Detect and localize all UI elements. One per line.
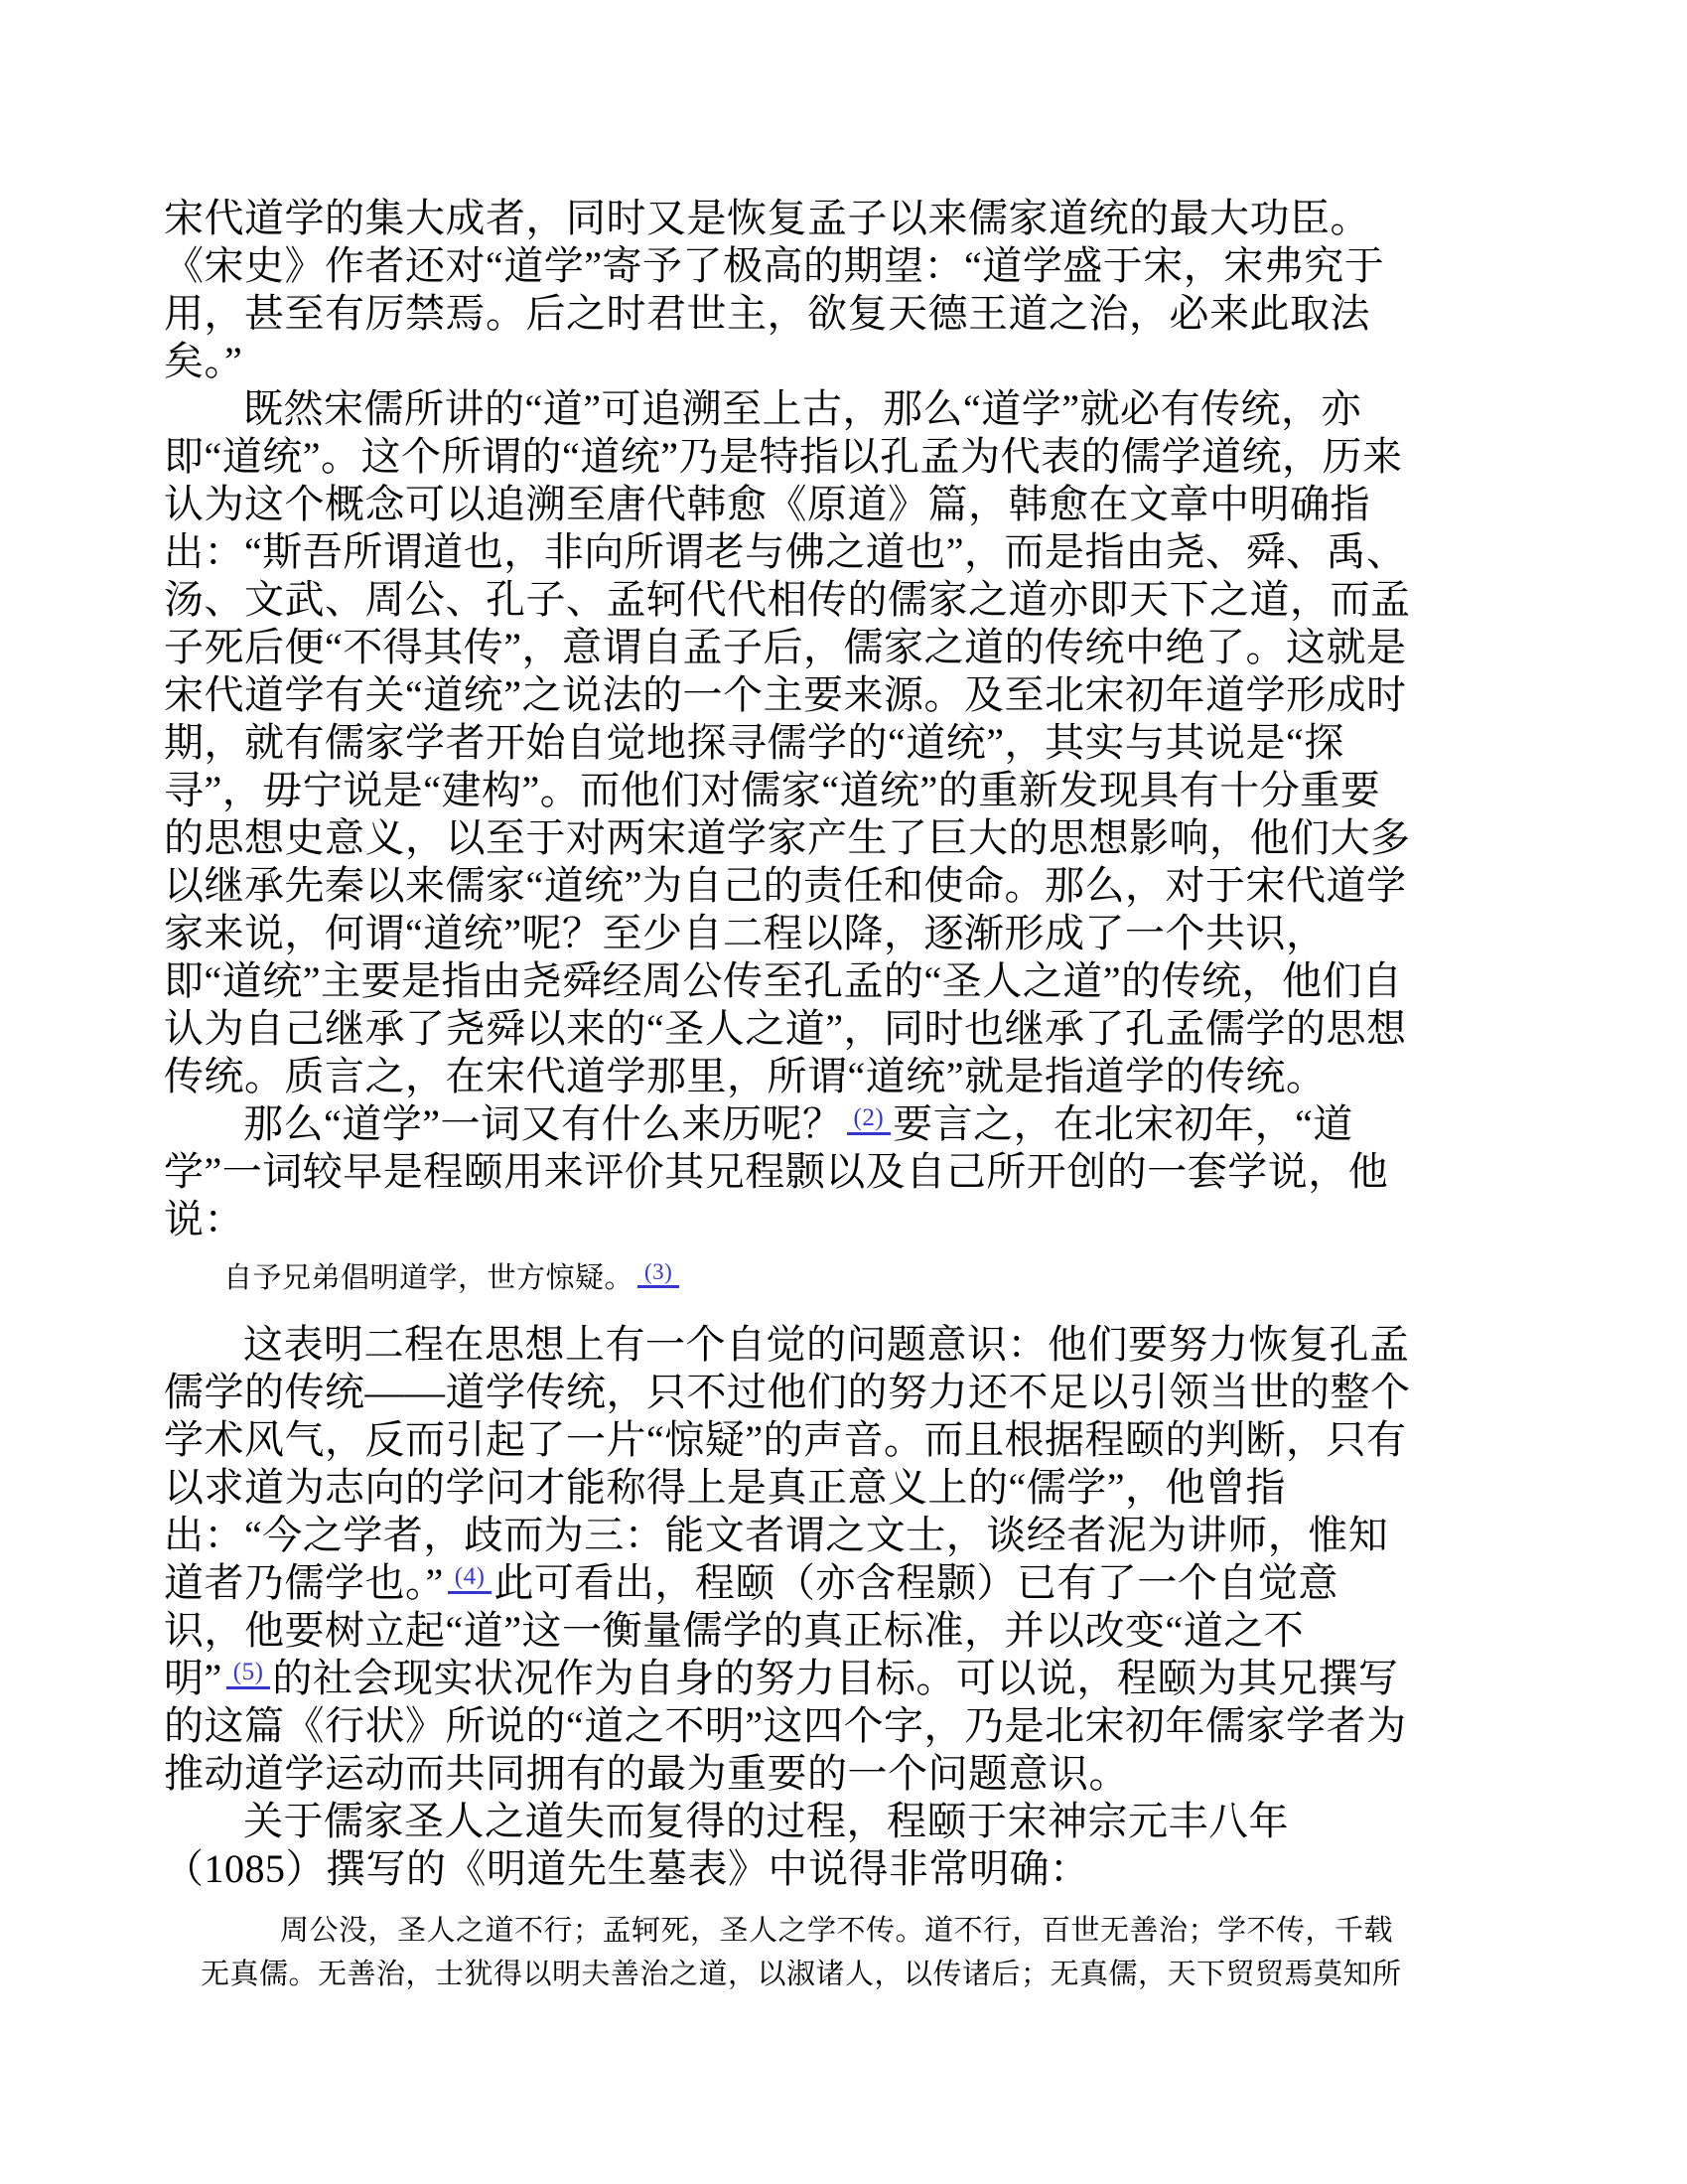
text-line: [164, 1005, 1550, 1053]
text-run: 的思想史意义，以至于对两宋道学家产生了巨大的思想影响，他们大多: [164, 815, 1411, 860]
paragraph-daoxue-term-origin: [164, 1100, 1550, 1243]
text-line: [164, 481, 1550, 528]
text-run: 认为这个概念可以追溯至唐代韩愈《原道》篇，韩愈在文章中明确指: [164, 482, 1370, 526]
text-line: [164, 1053, 1550, 1100]
text-run: 道者乃儒学也。”: [164, 1560, 444, 1605]
text-line: [164, 195, 1550, 242]
text-run: 以继承先秦以来儒家“道统”为自己的责任和使命。那么，对于宋代道学: [164, 863, 1407, 908]
blockquote-cheng-yi-saying: [164, 1257, 1550, 1299]
text-line: [164, 1369, 1550, 1416]
footnote-link-2[interactable]: (2): [847, 1104, 892, 1135]
text-line: [164, 385, 1550, 433]
text-line: [164, 338, 1550, 385]
text-run: 矣。”: [164, 339, 243, 383]
text-line: [164, 719, 1550, 767]
text-run: 儒学的传统——道学传统，只不过他们的努力还不足以引领当世的整个: [164, 1370, 1411, 1414]
text-line: [164, 1512, 1550, 1559]
text-run: 即“道统”主要是指由尧舜经周公传至孔孟的“圣人之道”的传统，他们自: [164, 958, 1403, 1003]
text-line: [164, 1321, 1550, 1369]
text-line: [164, 1702, 1550, 1750]
text-run: 的这篇《行状》所说的“道之不明”这四个字，乃是北宋初年儒家学者为: [164, 1703, 1407, 1748]
text-line: [164, 1100, 1550, 1148]
footnote-link-4[interactable]: (4): [448, 1563, 492, 1594]
text-run: 即“道统”。这个所谓的“道统”乃是特指以孔孟为代表的儒学道统，历来: [164, 434, 1403, 479]
paragraph-daotong-origin: [164, 385, 1550, 1100]
text-run: 学”一词较早是程颐用来评价其兄程颢以及自己所开创的一套学说，他: [164, 1149, 1389, 1194]
text-run: 明”: [164, 1656, 222, 1700]
text-run: 期，就有儒家学者开始自觉地探寻儒学的“道统”，其实与其说是“探: [164, 720, 1344, 765]
text-line: [164, 814, 1550, 862]
text-run: 既然宋儒所讲的“道”可追溯至上古，那么“道学”就必有传统，亦: [243, 386, 1362, 431]
text-line: [164, 1750, 1550, 1798]
text-run: 的社会现实状况作为自身的努力目标。可以说，程颐为其兄撰写: [272, 1656, 1399, 1700]
text-run: 周公没，圣人之道不行；孟轲死，圣人之学不传。道不行，百世无善治；学不传，千载: [280, 1915, 1394, 1947]
text-run: 出：“今之学者，歧而为三：能文者谓之文士，谈经者泥为讲师，惟知: [164, 1513, 1389, 1557]
text-line: [164, 1416, 1550, 1464]
blockquote-mingdao-mubiao: [164, 1909, 1550, 1996]
text-run: 出：“斯吾所谓道也，非向所谓老与佛之道也”，而是指由尧、舜、禹、: [164, 529, 1407, 574]
text-run: 无真儒。无善治，士犹得以明夫善治之道，以淑诸人，以传诸后；无真儒，天下贸贸焉莫知所: [201, 1959, 1402, 1990]
text-line: [164, 1464, 1550, 1512]
text-run: （1085）撰写的《明道先生墓表》中说得非常明确：: [164, 1846, 1090, 1891]
text-line: [164, 1196, 1550, 1243]
text-run: 推动道学运动而共同拥有的最为重要的一个问题意识。: [164, 1751, 1129, 1796]
text-run: 传统。质言之，在宋代道学那里，所谓“道统”就是指道学的传统。: [164, 1054, 1327, 1098]
text-run: 关于儒家圣人之道失而复得的过程，程颐于宋神宗元丰八年: [243, 1799, 1289, 1843]
footnote-link-5[interactable]: (5): [226, 1659, 271, 1689]
text-run: 宋代道学有关“道统”之说法的一个主要来源。及至北宋初年道学形成时: [164, 672, 1407, 717]
text-line: [164, 242, 1550, 290]
text-line: [164, 1257, 1550, 1299]
text-line: [164, 1909, 1550, 1953]
text-line: [164, 767, 1550, 814]
text-line: [164, 528, 1550, 576]
text-line: [164, 910, 1550, 957]
text-run: 用，甚至有厉禁焉。后之时君世主，欲复天德王道之治，必来此取法: [164, 291, 1370, 336]
text-run: 家来说，何谓“道统”呢？至少自二程以降，逐渐形成了一个共识，: [164, 911, 1327, 955]
text-run: 以求道为志向的学问才能称得上是真正意义上的“儒学”，他曾指: [164, 1465, 1287, 1510]
text-line: [164, 957, 1550, 1005]
text-line: [164, 433, 1550, 481]
text-line: [164, 624, 1550, 671]
text-run: 子死后便“不得其传”，意谓自孟子后，儒家之道的传统中绝了。这就是: [164, 625, 1407, 669]
text-run: 认为自己继承了尧舜以来的“圣人之道”，同时也继承了孔孟儒学的思想: [164, 1006, 1407, 1051]
text-run: 此可看出，程颐（亦含程颢）已有了一个自觉意: [493, 1560, 1338, 1605]
text-run: 寻”，毋宁说是“建构”。而他们对儒家“道统”的重新发现具有十分重要: [164, 768, 1381, 812]
text-line: [164, 576, 1550, 624]
text-run: 说：: [164, 1197, 244, 1241]
paragraph-mubiao-intro: [164, 1798, 1550, 1893]
footnote-link-3[interactable]: (3): [637, 1259, 679, 1288]
text-line: [164, 1655, 1550, 1702]
text-line: [164, 671, 1550, 719]
text-line: [164, 290, 1550, 338]
text-run: 那么“道学”一词又有什么来历呢？: [243, 1101, 843, 1146]
text-run: 要言之，在北宋初年，“道: [893, 1101, 1353, 1146]
text-line: [164, 1607, 1550, 1655]
paragraph-two-chengs-problem-consciousness: [164, 1321, 1550, 1798]
paragraph-continued-from-previous-page: [164, 195, 1550, 385]
text-line: [164, 1845, 1550, 1893]
text-line: [164, 1798, 1550, 1845]
text-run: 自予兄弟倡明道学，世方惊疑。: [223, 1262, 634, 1294]
text-line: [164, 862, 1550, 910]
text-line: [164, 1559, 1550, 1607]
text-run: 宋代道学的集大成者，同时又是恢复孟子以来儒家道统的最大功臣。: [164, 196, 1370, 240]
text-run: 《宋史》作者还对“道学”寄予了极高的期望：“道学盛于宋，宋弗究于: [164, 243, 1385, 288]
text-line: [164, 1953, 1550, 1996]
text-line: [164, 1148, 1550, 1196]
document-body: [164, 195, 1550, 1996]
text-run: 识，他要树立起“道”这一衡量儒学的真正标准，并以改变“道之不: [164, 1608, 1305, 1653]
text-run: 学术风气，反而引起了一片“惊疑”的声音。而且根据程颐的判断，只有: [164, 1417, 1407, 1462]
text-run: 这表明二程在思想上有一个自觉的问题意识：他们要努力恢复孔孟: [243, 1322, 1410, 1367]
text-run: 汤、文武、周公、孔子、孟轲代代相传的儒家之道亦即天下之道，而孟: [164, 577, 1411, 622]
